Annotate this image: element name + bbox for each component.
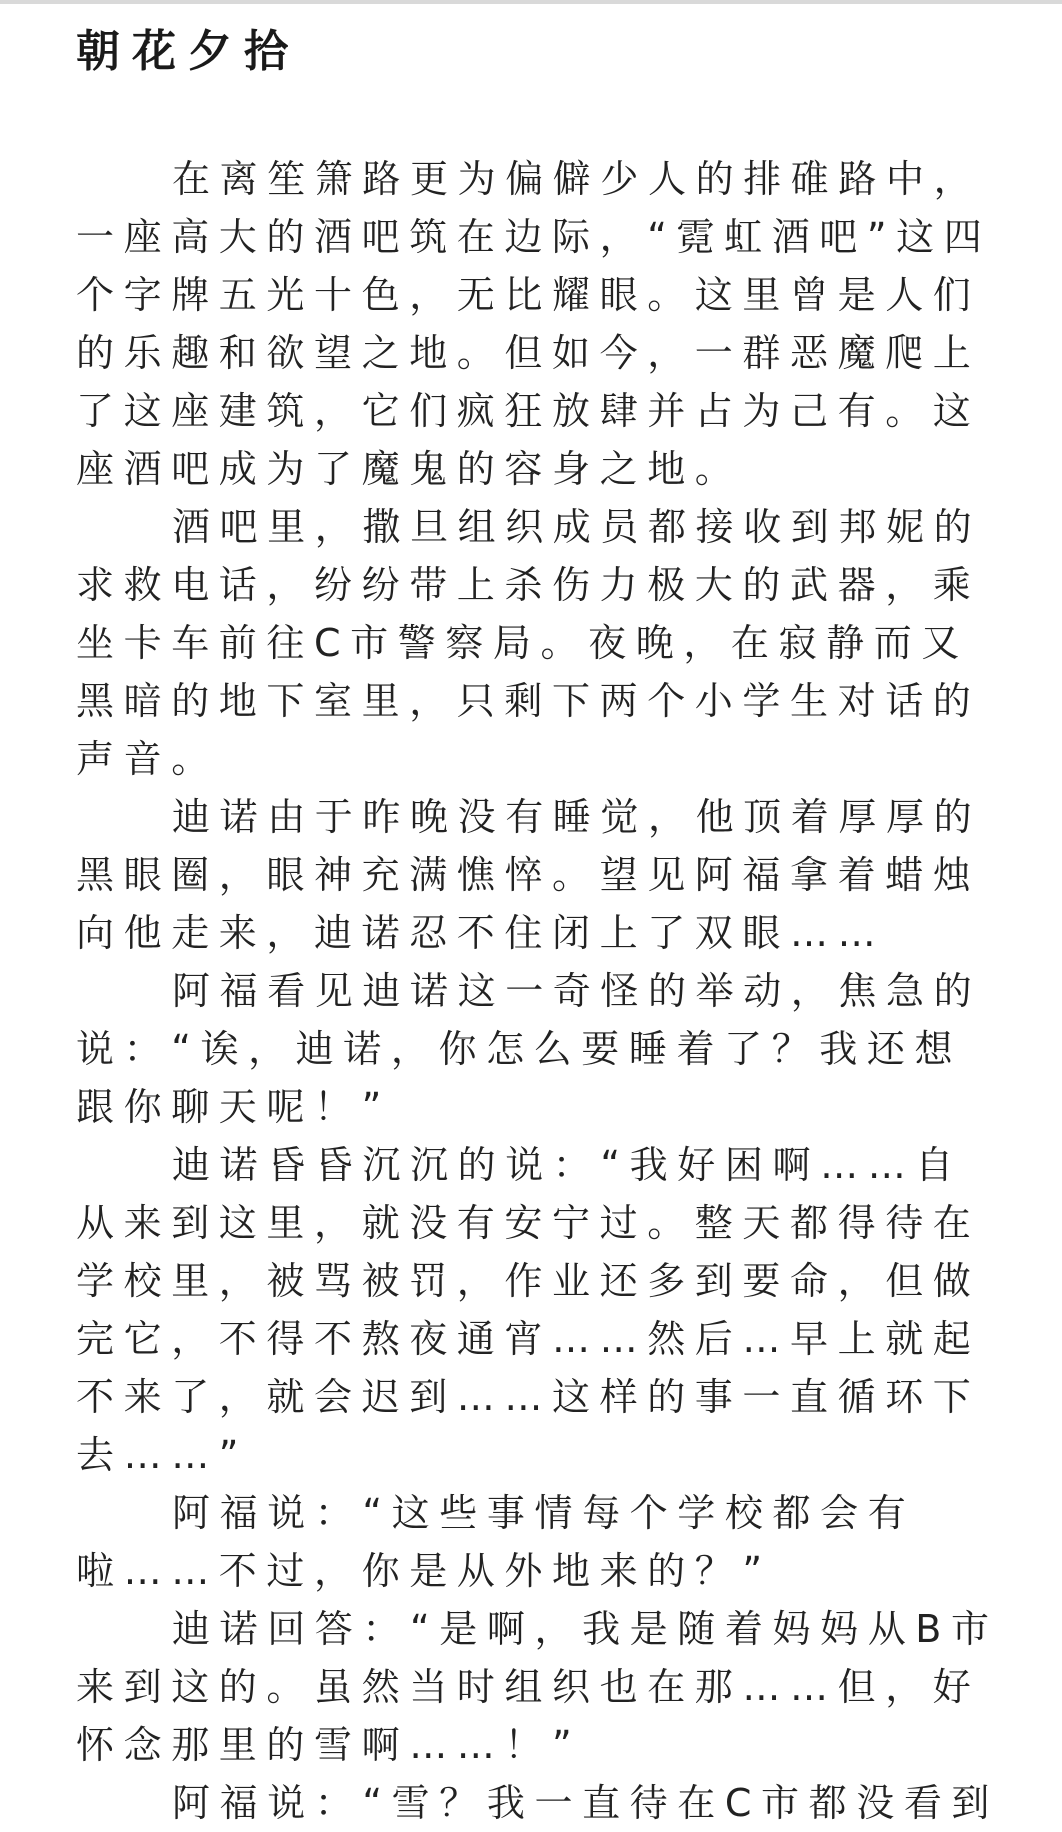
paragraph: 迪诺由于昨晚没有睡觉，他顶着厚厚的黑眼圈，眼神充满憔悴。望见阿福拿着蜡烛向他走来，迪诺忍不住闭上了双眼…… [76, 795, 982, 955]
article-body [76, 150, 1006, 1832]
top-divider [0, 0, 1062, 4]
paragraph: 酒吧里，撒旦组织成员都接收到邦妮的求救电话，纷纷带上杀伤力极大的武器，乘坐卡车前往C市警察局。夜晚，在寂静而又黑暗的地下室里，只剩下两个小学生对话的声音。 [76, 505, 982, 781]
paragraph: 在离笙箫路更为偏僻少人的排碓路中，一座高大的酒吧筑在边际，“霓虹酒吧”这四个字牌五光十色，无比耀眼。这里曾是人们的乐趣和欲望之地。但如今，一群恶魔爬上了这座建筑，它们疯狂放肆并占为己有。这座酒吧成为了魔鬼的容身之地。 [76, 157, 992, 491]
paragraph: 迪诺回答：“是啊，我是随着妈妈从B市来到这的。虽然当时组织也在那……但，好怀念那里的雪啊……！” [76, 1607, 999, 1767]
paragraph: 阿福说：“雪？我一直待在C市都没看到 [172, 1781, 1000, 1825]
paragraph: 阿福说：“这些事情每个学校都会有啦……不过，你是从外地来的？” [76, 1491, 916, 1593]
page-title: 朝花夕拾 [76, 26, 300, 77]
paragraph: 阿福看见迪诺这一奇怪的举动，焦急的说：“诶，迪诺，你怎么要睡着了？我还想跟你聊天呢！” [76, 969, 982, 1129]
paragraph: 迪诺昏昏沉沉的说：“我好困啊……自从来到这里，就没有安宁过。整天都得待在学校里，被骂被罚，作业还多到要命，但做完它，不得不熬夜通宵……然后…早上就起不来了，就会迟到……这样的事一直循环下去……” [76, 1143, 981, 1477]
